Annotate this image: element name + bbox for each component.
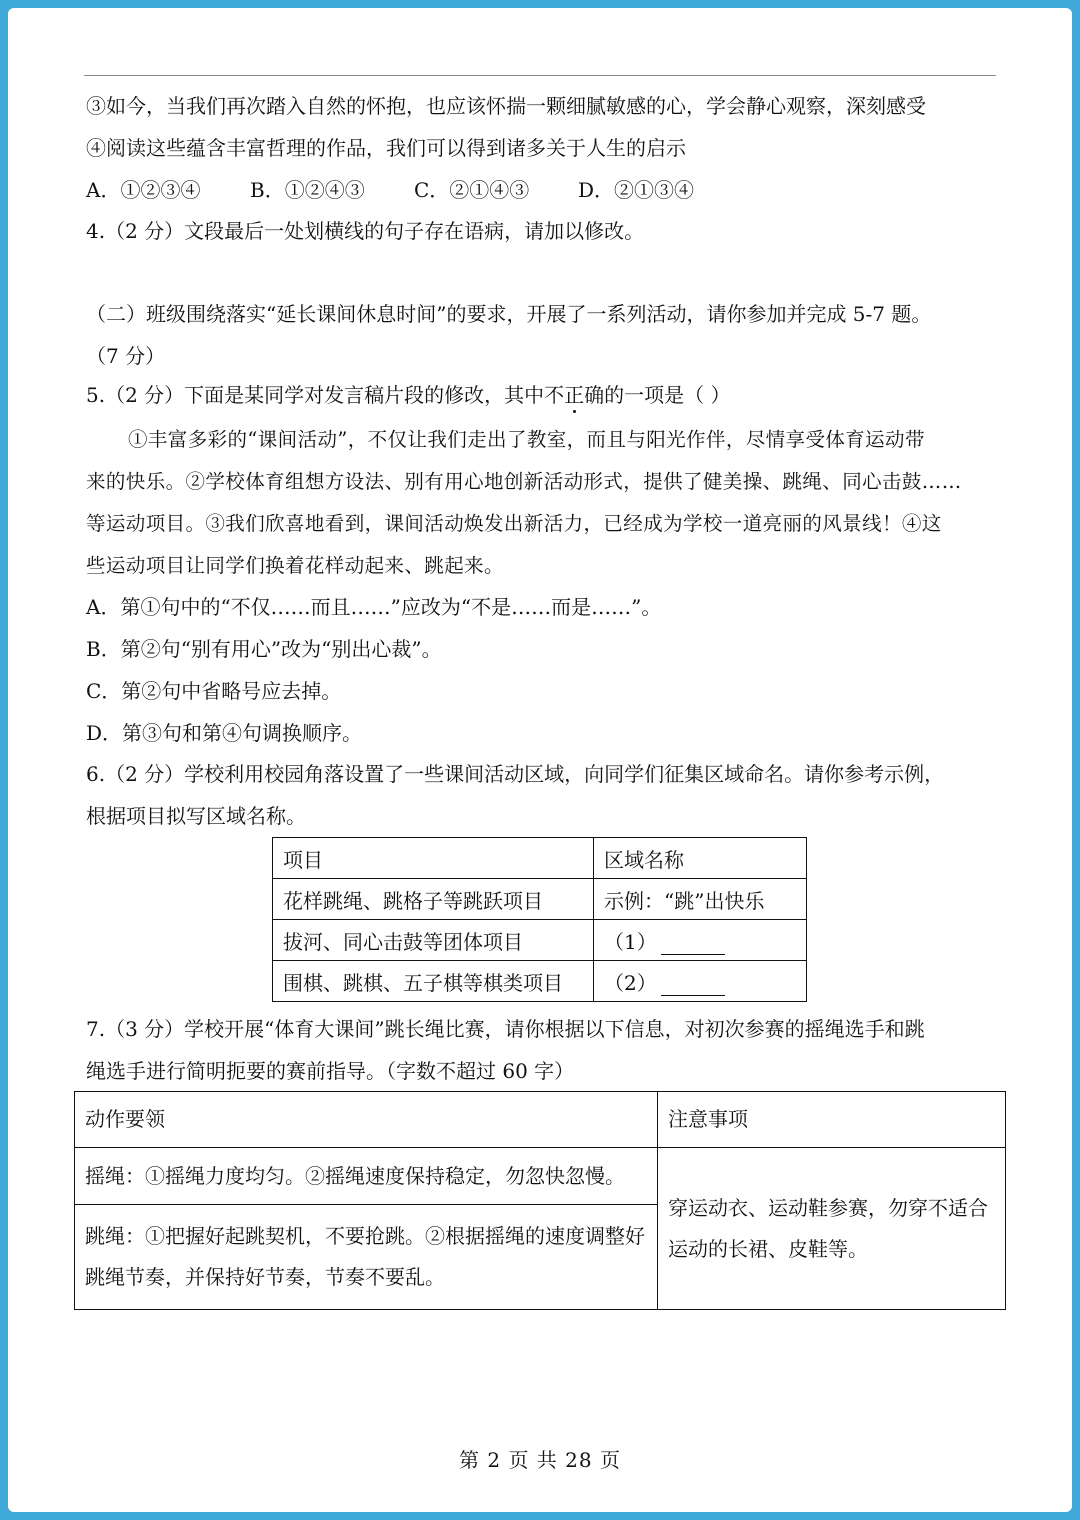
question-6-cont: 根据项目拟写区域名称。 [86, 804, 306, 828]
q3-option-a[interactable]: A．①②③④ [86, 178, 201, 202]
page-footer: 第 2 页 共 28 页 [459, 1448, 621, 1472]
cell-example: 示例：“跳”出快乐 [594, 879, 807, 920]
q3-options [86, 176, 742, 204]
question-5 [86, 381, 731, 409]
area-naming-table [272, 837, 807, 1002]
header-area-name: 区域名称 [594, 838, 807, 879]
blank-label: （2） [604, 970, 657, 995]
answer-blank-2[interactable] [661, 975, 725, 996]
cell-swinging: 摇绳：①摇绳力度均匀。②摇绳速度保持稳定，勿忽快忽慢。 [75, 1148, 658, 1205]
section-2-heading: （二）班级围绕落实“延长课间休息时间”的要求，开展了一系列活动，请你参加并完成 5-7 题。 [86, 302, 932, 326]
question-4: 4.（2 分）文段最后一处划横线的句子存在语病，请加以修改。 [86, 219, 645, 243]
table-row [273, 920, 807, 961]
cell-jumping: 跳绳：①把握好起跳契机，不要抢跳。②根据摇绳的速度调整好跳绳节奏，并保持好节奏，节奏不要乱。 [75, 1205, 658, 1310]
question-6: 6.（2 分）学校利用校园角落设置了一些课间活动区域，向同学们征集区域命名。请你参考示例， [86, 762, 945, 786]
q5-option-a[interactable]: A．第①句中的“不仅……而且……”应改为“不是……而是……”。 [86, 595, 662, 619]
cell-notes: 穿运动衣、运动鞋参赛，勿穿不适合运动的长裙、皮鞋等。 [658, 1148, 1006, 1310]
cell-project: 花样跳绳、跳格子等跳跃项目 [273, 879, 594, 920]
passage-line: 等运动项目。③我们欣喜地看到，课间活动焕发出新活力，已经成为学校一道亮丽的风景线！④这 [86, 512, 942, 535]
q3-option-b[interactable]: B．①②④③ [250, 178, 365, 202]
table-row [273, 879, 807, 920]
q5-stem-end: 的一项是（ ） [604, 383, 731, 407]
q5-option-d[interactable]: D．第③句和第④句调换顺序。 [86, 721, 363, 745]
question-7-cont: 绳选手进行简明扼要的赛前指导。（字数不超过 60 字） [86, 1059, 575, 1083]
header-notes: 注意事项 [658, 1092, 1006, 1148]
q3-option-d[interactable]: D．②①③④ [578, 178, 695, 202]
blank-label: （1） [604, 929, 657, 954]
q5-option-b[interactable]: B．第②句“别有用心”改为“别出心裁”。 [86, 637, 442, 661]
q5-emphasis: 不正确 [544, 383, 605, 407]
q5-stem: 5.（2 分）下面是某同学对发言稿片段的修改，其中 [86, 383, 545, 407]
cell-project: 围棋、跳棋、五子棋等棋类项目 [273, 961, 594, 1002]
header-rule [84, 75, 996, 76]
answer-cell-1 [594, 920, 807, 961]
q3-option-c[interactable]: C．②①④③ [414, 178, 530, 202]
q5-option-c[interactable]: C．第②句中省略号应去掉。 [86, 679, 342, 703]
table-header-row [273, 838, 807, 879]
passage-line: ①丰富多彩的“课间活动”，不仅让我们走出了教室，而且与阳光作伴，尽情享受体育运动带 [128, 428, 925, 451]
answer-blank-1[interactable] [661, 934, 725, 955]
text-line: ③如今，当我们再次踏入自然的怀抱，也应该怀揣一颗细腻敏感的心，学会静心观察，深刻感受 [86, 94, 926, 118]
rope-guidance-table [74, 1091, 1006, 1310]
header-key-actions: 动作要领 [75, 1092, 658, 1148]
table-header-row [75, 1092, 1006, 1148]
passage-line: 些运动项目让同学们换着花样动起来、跳起来。 [86, 554, 504, 577]
table-row [273, 961, 807, 1002]
answer-cell-2 [594, 961, 807, 1002]
section-2-points: （7 分） [86, 344, 166, 368]
header-project: 项目 [273, 838, 594, 879]
cell-project: 拔河、同心击鼓等团体项目 [273, 920, 594, 961]
passage-line: 来的快乐。②学校体育组想方设法、别有用心地创新活动形式，提供了健美操、跳绳、同心击鼓…… [86, 470, 962, 493]
table-row [75, 1148, 1006, 1205]
question-7: 7.（3 分）学校开展“体育大课间”跳长绳比赛，请你根据以下信息，对初次参赛的摇绳选手和跳 [86, 1017, 925, 1041]
text-line: ④阅读这些蕴含丰富哲理的作品，我们可以得到诸多关于人生的启示 [86, 136, 686, 160]
